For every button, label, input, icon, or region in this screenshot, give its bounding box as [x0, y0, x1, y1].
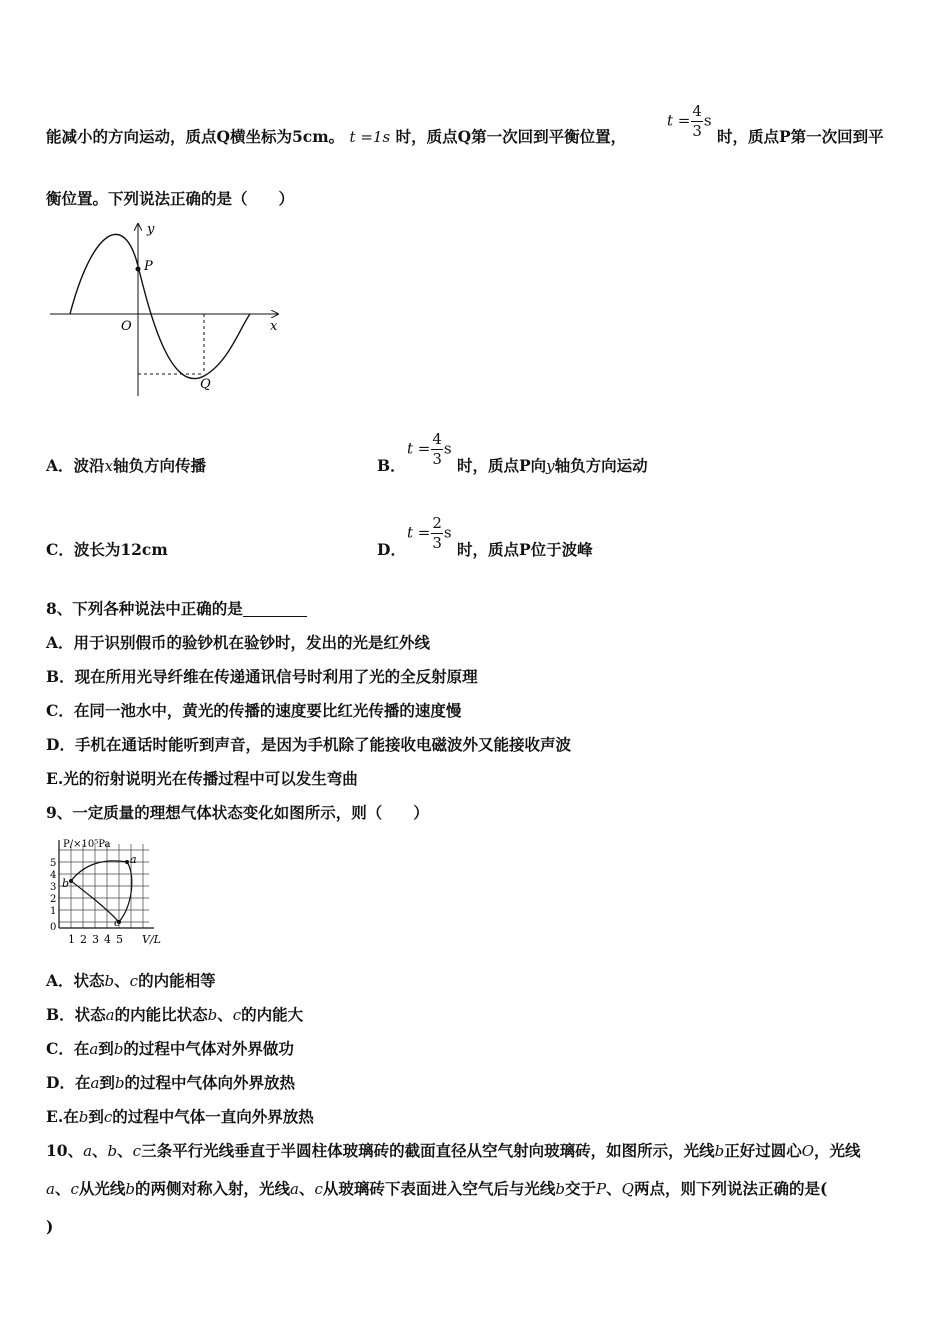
- text: 10、: [46, 1141, 84, 1160]
- var-a: a: [83, 1142, 93, 1160]
- xtick: 1: [68, 933, 75, 946]
- q7-option-d-frac: [431, 516, 443, 551]
- q7-option-d-text: 时，质点P位于波峰: [457, 540, 593, 559]
- ytick: 5: [50, 858, 57, 869]
- text: A．状态: [46, 971, 105, 990]
- text: 从玻璃砖下表面进入空气后与光线: [322, 1179, 556, 1198]
- label-o: O: [121, 319, 132, 334]
- p-axis-label: P/×10⁵Pa: [63, 839, 111, 850]
- q9-pv-figure: [44, 836, 174, 948]
- q7-t-symbol: t =: [407, 439, 431, 458]
- var-b: b: [207, 1006, 218, 1024]
- wave-curve: [70, 234, 250, 378]
- text: 、: [92, 1141, 108, 1160]
- q7-option-a[interactable]: [46, 458, 206, 474]
- text: 的过程中气体向外界放热: [124, 1073, 296, 1092]
- text: B．状态: [46, 1005, 106, 1024]
- var-a: a: [105, 1006, 115, 1024]
- text: 轴负方向运动: [554, 456, 648, 475]
- q7-option-d[interactable]: [377, 542, 406, 558]
- q7-stem-line1-end: [717, 129, 884, 145]
- xtick: 3: [92, 933, 99, 946]
- q7-t-symbol: t =: [407, 523, 431, 542]
- q9-option-d[interactable]: [46, 1075, 295, 1091]
- var-y: y: [546, 457, 555, 475]
- text: 、: [217, 1005, 233, 1024]
- var-c: c: [103, 1108, 113, 1126]
- q7-option-a-label: A．波沿: [46, 456, 105, 475]
- q10-stem-line1: [46, 1143, 861, 1159]
- text: 两点，则下列说法正确的是(: [633, 1179, 828, 1198]
- text: 的内能比状态: [114, 1005, 208, 1024]
- text: 、: [54, 1179, 71, 1198]
- text: 时，质点P向: [457, 456, 547, 475]
- text: 到: [99, 1073, 115, 1092]
- q7-text: 能减小的方向运动，质点Q横坐标为5cm。: [46, 127, 345, 146]
- var-b: b: [104, 972, 115, 990]
- frac-den: 3: [432, 450, 442, 468]
- text: 到: [88, 1107, 104, 1126]
- text: D．在: [46, 1073, 91, 1092]
- var-a: a: [89, 1040, 99, 1058]
- var-b: b: [78, 1108, 89, 1126]
- q7-option-c[interactable]: C．波长为12cm: [46, 540, 168, 559]
- text: 三条平行光线垂直于半圆柱体玻璃砖的截面直径从空气射向玻璃砖，如图所示，光线: [141, 1141, 715, 1160]
- q7-stem-line1: [46, 129, 626, 145]
- q7-text: 时，质点Q第一次回到平衡位置，: [395, 127, 627, 146]
- q7-stem-line1-fraction: [667, 104, 712, 139]
- label-x: x: [270, 319, 278, 334]
- q7-text: 时，质点P第一次回到平: [717, 127, 884, 146]
- q7-option-b-frac: [431, 432, 443, 467]
- q8-option-d[interactable]: D．手机在通话时能听到声音，是因为手机除了能接收电磁波外又能接收声波: [46, 735, 571, 754]
- state-b-point: [69, 879, 73, 883]
- q7-fraction: [691, 104, 703, 139]
- q9-option-e[interactable]: [46, 1109, 314, 1125]
- q9-option-a[interactable]: [46, 973, 216, 989]
- var-a: a: [90, 1074, 100, 1092]
- var-c: c: [129, 972, 139, 990]
- text: 交于: [565, 1179, 597, 1198]
- state-a-label: a: [130, 853, 137, 866]
- q8-option-b[interactable]: B．现在所用光导纤维在传递通讯信号时利用了光的全反射原理: [46, 667, 478, 686]
- text: 、: [298, 1179, 315, 1198]
- text: 的过程中气体一直向外界放热: [112, 1107, 314, 1126]
- var-c: c: [70, 1180, 79, 1198]
- text: 的内能大: [241, 1005, 304, 1024]
- var-b: b: [125, 1180, 135, 1198]
- q9-option-b[interactable]: [46, 1007, 303, 1023]
- ytick: 2: [50, 894, 57, 905]
- label-y: y: [147, 222, 155, 237]
- q7-option-b-label: B．: [377, 456, 406, 475]
- ytick: 0: [50, 922, 57, 933]
- curve-b-to-a: [71, 861, 127, 881]
- var-b: b: [714, 1142, 725, 1160]
- q9-stem: 9、一定质量的理想气体状态变化如图所示，则（ ）: [46, 803, 429, 822]
- text: 到: [98, 1039, 114, 1058]
- text: 、: [114, 971, 130, 990]
- q7-fraction-den: 3: [692, 122, 702, 140]
- q8-stem-text: 8、下列各种说法中正确的是: [46, 599, 243, 618]
- frac-num: 2: [432, 514, 442, 532]
- q7-time-1s: t =1s: [349, 128, 391, 146]
- q9-option-c[interactable]: [46, 1041, 294, 1057]
- q7-var-x: x: [104, 457, 113, 475]
- q10-stem-line2: [46, 1181, 827, 1197]
- q8-option-a[interactable]: A．用于识别假币的验钞机在验钞时，发出的光是红外线: [46, 633, 431, 652]
- q7-option-b-text: [457, 458, 648, 474]
- xtick: 2: [80, 933, 87, 946]
- text: 的内能相等: [138, 971, 216, 990]
- text: 、: [606, 1179, 622, 1198]
- label-p: P: [144, 259, 153, 274]
- var-b: b: [555, 1180, 566, 1198]
- ytick: 3: [50, 882, 57, 893]
- q7-option-d-fraction: [407, 516, 452, 551]
- unit-s: s: [443, 439, 452, 458]
- q8-option-e[interactable]: E.光的衍射说明光在传播过程中可以发生弯曲: [46, 769, 358, 788]
- var-c: c: [314, 1180, 323, 1198]
- ytick: 1: [50, 906, 57, 917]
- frac-den: 3: [432, 534, 442, 552]
- text: ，光线: [814, 1141, 861, 1160]
- q8-answer-blank[interactable]: [243, 602, 307, 617]
- var-b: b: [107, 1142, 118, 1160]
- var-a: a: [290, 1180, 299, 1198]
- q7-option-a-text: 轴负方向传播: [113, 456, 207, 475]
- point-p: [136, 267, 141, 272]
- q7-wave-figure: [40, 218, 290, 398]
- curve-a-to-c: [119, 862, 132, 922]
- text: 的两侧对称入射，光线: [135, 1179, 291, 1198]
- var-b: b: [114, 1074, 125, 1092]
- var-o: O: [801, 1142, 815, 1160]
- q7-option-b[interactable]: [377, 458, 406, 474]
- state-a-point: [125, 860, 129, 864]
- text: E.在: [46, 1107, 79, 1126]
- q7-unit-s: s: [703, 111, 712, 130]
- q8-stem: [46, 601, 307, 617]
- state-c-label: c: [114, 916, 121, 929]
- text: 、: [117, 1141, 133, 1160]
- var-c: c: [232, 1006, 242, 1024]
- xtick: 5: [116, 933, 123, 946]
- q7-stem-line2: 衡位置。下列说法正确的是（ ）: [46, 189, 295, 208]
- var-b: b: [113, 1040, 124, 1058]
- var-q: Q: [621, 1180, 634, 1198]
- var-c: c: [132, 1142, 142, 1160]
- text: 正好过圆心: [724, 1141, 802, 1160]
- text: C．在: [46, 1039, 90, 1058]
- q7-option-b-fraction: [407, 432, 452, 467]
- ytick: 4: [50, 870, 57, 881]
- var-p: P: [596, 1180, 607, 1198]
- v-axis-label: V/L: [142, 933, 161, 946]
- xtick: 4: [104, 933, 111, 946]
- state-b-label: b: [62, 877, 70, 890]
- var-a: a: [46, 1180, 55, 1198]
- text: 从光线: [78, 1179, 126, 1198]
- q7-option-d-label: D．: [377, 540, 406, 559]
- text: 的过程中气体对外界做功: [123, 1039, 294, 1058]
- frac-num: 4: [432, 430, 442, 448]
- q7-t-symbol: t =: [667, 111, 691, 130]
- unit-s: s: [443, 523, 452, 542]
- q7-fraction-num: 4: [692, 102, 702, 120]
- label-q: Q: [200, 377, 211, 392]
- q8-option-c[interactable]: C．在同一池水中，黄光的传播的速度要比红光传播的速度慢: [46, 701, 462, 720]
- q10-stem-line3: ): [46, 1217, 54, 1236]
